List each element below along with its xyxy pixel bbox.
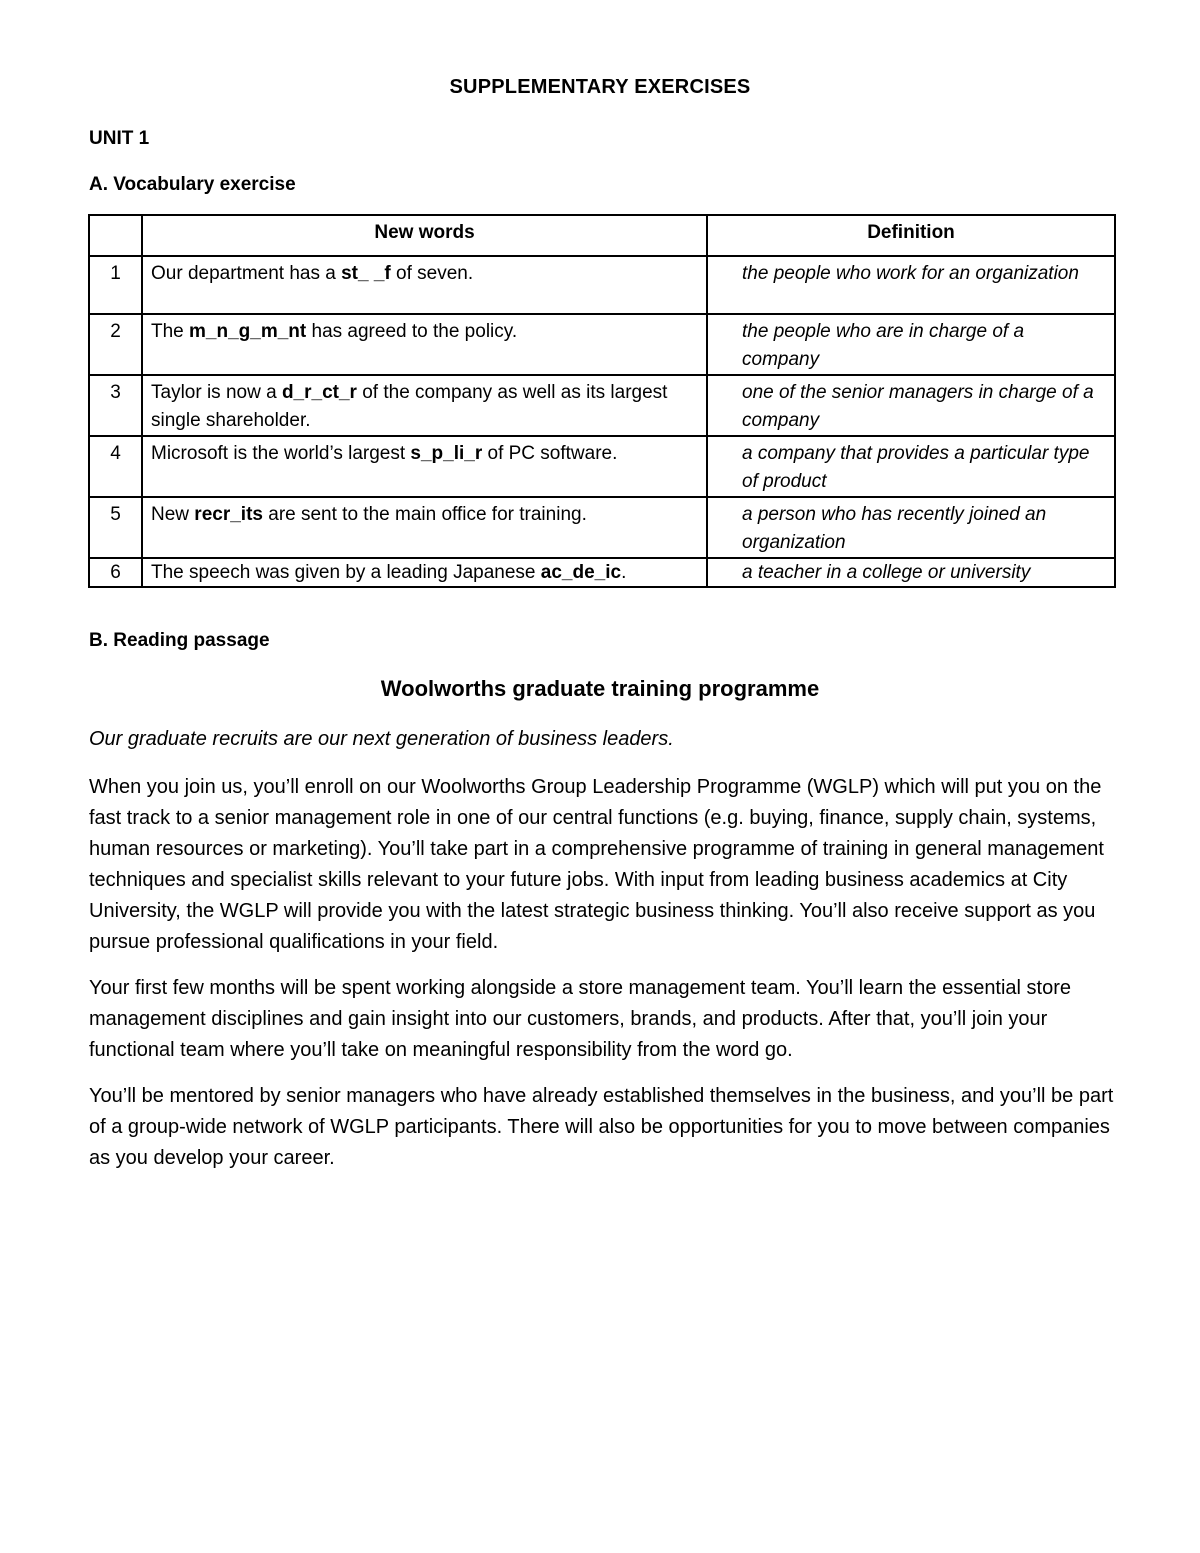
sentence-text: Microsoft is the world’s largest	[151, 443, 411, 464]
reading-heading: B. Reading passage	[89, 630, 270, 651]
definition-cell: one of the senior managers in charge of a company	[707, 375, 1115, 436]
definition-cell: a teacher in a college or university	[707, 558, 1115, 587]
vocabulary-table	[88, 214, 1116, 588]
table-row	[89, 558, 1115, 587]
table-row	[89, 314, 1115, 375]
sentence-cell	[142, 314, 707, 375]
sentence-text: Taylor is now a	[151, 382, 282, 403]
sentence-text: .	[621, 562, 627, 583]
row-number: 3	[89, 375, 142, 436]
table-row	[89, 256, 1115, 314]
row-number: 2	[89, 314, 142, 375]
passage-paragraph: When you join us, you’ll enroll on our Woolworths Group Leadership Programme (WGLP) which will put you on the fast track to a senior management role in one of our central functions (e.g. buying, finance, supply chain, systems, human resources or marketing). You’ll take part in a comprehensive programme of training in general management techniques and specialist skills relevant to your future jobs. With input from leading business academics at City University, the WGLP will provide you with the latest strategic business thinking. You’ll also receive support as you pursue professional qualifications in your field.	[89, 776, 1104, 953]
passage-lead: Our graduate recruits are our next generation of business leaders.	[89, 728, 674, 750]
missing-word: d_r_ct_r	[281, 382, 357, 403]
row-number: 1	[89, 256, 142, 314]
sentence-text: New	[151, 504, 195, 525]
sentence-text: The	[151, 321, 190, 342]
passage-paragraph: You’ll be mentored by senior managers who have already established themselves in the business, and you’ll be part of a group-wide network of WGLP participants. There will also be opportunities for you to move between companies as you develop your career.	[89, 1085, 1114, 1169]
document-title: SUPPLEMENTARY EXERCISES	[449, 76, 751, 98]
sentence-text: has agreed to the policy.	[306, 321, 518, 342]
row-number: 6	[89, 558, 142, 587]
row-number: 4	[89, 436, 142, 497]
definition-cell: a person who has recently joined an organization	[707, 497, 1115, 558]
sentence-text: of seven.	[390, 263, 474, 284]
sentence-cell	[142, 558, 707, 587]
sentence-cell	[142, 497, 707, 558]
column-header-new-words: New words	[142, 215, 707, 256]
sentence-cell	[142, 256, 707, 314]
missing-word: m_n_g_m_nt	[189, 321, 307, 342]
missing-word: recr_its	[194, 504, 263, 525]
sentence-cell	[142, 436, 707, 497]
definition-cell: the people who are in charge of a company	[707, 314, 1115, 375]
vocabulary-heading: A. Vocabulary exercise	[89, 174, 296, 195]
unit-label: UNIT 1	[89, 128, 150, 149]
sentence-text: of the company as well as its largest single shareholder.	[151, 382, 668, 431]
column-header-number	[89, 215, 142, 256]
missing-word: st_ _f	[341, 263, 391, 284]
row-number: 5	[89, 497, 142, 558]
missing-word: s_p_li_r	[410, 443, 483, 464]
sentence-text: are sent to the main office for training.	[262, 504, 587, 525]
passage-paragraph: Your first few months will be spent working alongside a store management team. You’ll learn the essential store management disciplines and gain insight into our customers, brands, and products. After that, you’ll join your functional team where you’ll take on meaningful responsibility from the word go.	[89, 977, 1072, 1061]
definition-cell: the people who work for an organization	[707, 256, 1115, 314]
sentence-cell	[142, 375, 707, 436]
sentence-text: of PC software.	[482, 443, 618, 464]
table-row	[89, 375, 1115, 436]
table-row	[89, 436, 1115, 497]
table-row	[89, 497, 1115, 558]
definition-cell: a company that provides a particular type of product	[707, 436, 1115, 497]
sentence-text: Our department has a	[151, 263, 342, 284]
table-header-row	[89, 215, 1115, 256]
column-header-definition: Definition	[707, 215, 1115, 256]
missing-word: ac_de_ic	[540, 562, 622, 583]
passage-title: Woolworths graduate training programme	[380, 676, 820, 701]
sentence-text: The speech was given by a leading Japanese	[151, 562, 541, 583]
